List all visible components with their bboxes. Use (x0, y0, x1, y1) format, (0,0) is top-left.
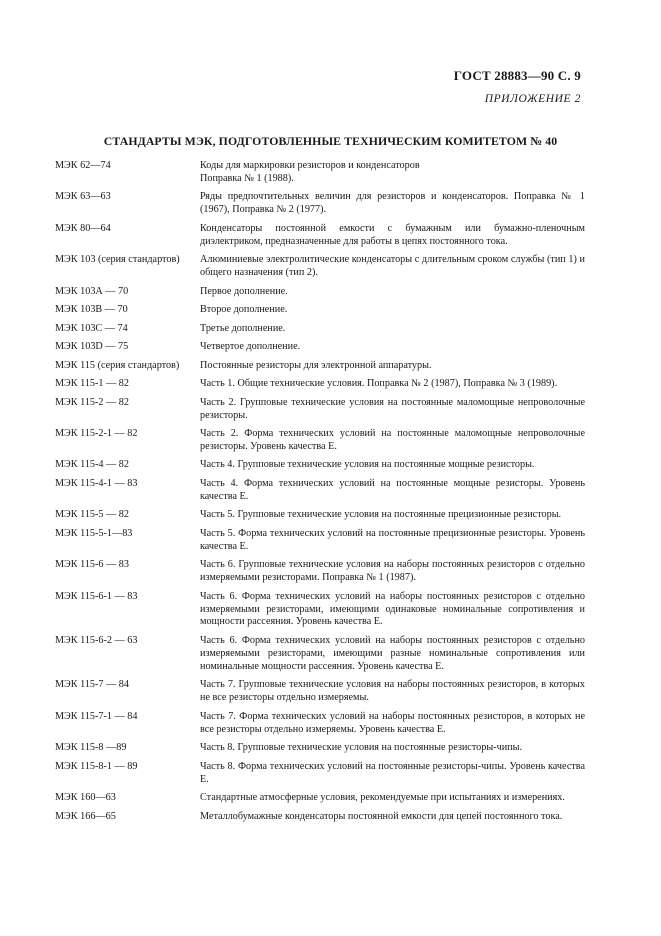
description-line: Постоянные резисторы для электронной аппаратуры. (200, 359, 432, 371)
description-line: Часть 7. Групповые технические условия на наборы постоянных резисторов, в которых не все резисторы отдельно измеряемы. (200, 679, 585, 704)
list-item (55, 635, 585, 674)
description-line: Часть 5. Форма технических условий на постоянные прецизионные резисторы. Уровень качества Е. (200, 527, 585, 552)
description-line: Часть 2. Групповые технические условия на постоянные маломощные непроволочные резисторы. (200, 396, 585, 421)
standard-code: МЭК 103А — 70 (55, 285, 129, 297)
standard-code: МЭК 80—64 (55, 222, 111, 234)
description-line: Часть 8. Групповые технические условия на постоянные резисторы-чипы. (200, 742, 522, 754)
standard-description (200, 591, 585, 630)
description-line: Конденсаторы постоянной емкости с бумажным или бумажно-пленочным диэлектриком, предназначенные для работы в цепях постоянного тока. (200, 222, 585, 247)
list-item (55, 792, 585, 805)
standard-code: МЭК 160—63 (55, 792, 116, 803)
standard-description (200, 191, 585, 217)
list-item (55, 397, 585, 423)
page-title: СТАНДАРТЫ МЭК, ПОДГОТОВЛЕННЫЕ ТЕХНИЧЕСКИМ КОМИТЕТОМ № 40 (103, 134, 558, 148)
standard-code: МЭК 103В — 70 (55, 304, 128, 316)
list-item (55, 360, 585, 373)
standard-code: МЭК 115 (серия стандартов) (55, 359, 180, 371)
standard-code: МЭК 103D — 75 (55, 341, 129, 353)
description-line: Часть 7. Форма технических условий на наборы постоянных резисторов, в которых не все резисторы отдельно измеряемы. Уровень качества Е. (200, 710, 585, 735)
standard-code: МЭК 115-6-2 — 63 (55, 634, 138, 646)
list-item (55, 223, 585, 249)
standard-code: МЭК 115-5 — 82 (55, 509, 129, 521)
list-item (55, 160, 585, 186)
list-item (55, 428, 585, 454)
standard-description (200, 679, 585, 705)
standard-description (200, 478, 585, 504)
description-line: Часть 6. Форма технических условий на наборы постоянных резисторов с отдельно измеряемыми резисторами, имеющими одинаковые номинальные сопротивления и мощности рассеяния. Уровень качества Е. (200, 590, 585, 628)
standard-description (200, 304, 585, 317)
list-item (55, 742, 585, 755)
standard-description (200, 378, 585, 391)
list-item (55, 478, 585, 504)
standard-description (200, 761, 585, 787)
standard-description (200, 559, 585, 585)
standard-description (200, 528, 585, 554)
description-line: Часть 1. Общие технические условия. Поправка № 2 (1987), Поправка № 3 (1989). (200, 378, 558, 390)
document-reference: ГОСТ 28883—90 С. 9 (453, 68, 581, 83)
standard-code: МЭК 115-8-1 — 89 (55, 760, 138, 772)
description-line: Часть 2. Форма технических условий на постоянные маломощные непроволочные резисторы. Уровень качества Е. (200, 428, 585, 452)
description-line: Часть 5. Групповые технические условия на постоянные прецизионные резисторы. (200, 509, 562, 521)
list-item (55, 761, 585, 787)
standard-code: МЭК 115-8 —89 (55, 742, 127, 754)
standard-description (200, 223, 585, 249)
description-line: Ряды предпочтительных величин для резисторов и конденсаторов. Поправка № 1 (1967), Поправка № 2 (1977). (200, 191, 585, 216)
list-item (55, 378, 585, 391)
description-line: Стандартные атмосферные условия, рекомендуемые при испытаниях и измерениях. (200, 792, 565, 803)
appendix-label: ПРИЛОЖЕНИЕ 2 (484, 93, 581, 105)
description-line: Часть 8. Форма технических условий на постоянные резисторы-чипы. Уровень качества Е. (200, 760, 585, 785)
standard-description (200, 428, 585, 454)
standard-code: МЭК 115-7 — 84 (55, 679, 129, 691)
standard-code: МЭК 63—63 (55, 191, 111, 203)
standard-code: МЭК 115-6-1 — 83 (55, 590, 138, 602)
standard-description (200, 360, 585, 373)
standard-description (200, 459, 585, 472)
standard-description (200, 160, 585, 186)
standard-description (200, 341, 585, 354)
standard-code: МЭК 103С — 74 (55, 322, 128, 334)
description-line: Алюминиевые электролитические конденсаторы с длительным сроком службы (тип 1) и общего назначения (тип 2). (200, 254, 585, 279)
list-item (55, 591, 585, 630)
standard-code: МЭК 115-5-1—83 (55, 527, 133, 539)
description-line: Часть 4. Форма технических условий на постоянные мощные резисторы. Уровень качества Е. (200, 477, 585, 502)
list-item (55, 559, 585, 585)
list-item (55, 341, 585, 354)
list-item (55, 811, 585, 824)
description-line: Металлобумажные конденсаторы постоянной емкости для цепей постоянного тока. (200, 810, 563, 822)
standard-description (200, 742, 585, 755)
standard-code: МЭК 115-6 — 83 (55, 559, 129, 571)
standard-description (200, 254, 585, 280)
list-item (55, 304, 585, 317)
description-line: Часть 6. Форма технических условий на наборы постоянных резисторов с отдельно измеряемыми резисторами, имеющими разные номинальные сопротивления или номинальные мощности рассеяния. Уровень качества Е. (200, 634, 585, 672)
list-item (55, 528, 585, 554)
standard-description (200, 397, 585, 423)
list-item (55, 711, 585, 737)
description-line: Второе дополнение. (200, 304, 288, 316)
standard-code: МЭК 62—74 (55, 160, 111, 171)
description-line: Поправка № 1 (1988). (200, 172, 294, 184)
standard-code: МЭК 166—65 (55, 810, 116, 822)
standard-code: МЭК 115-2-1 — 82 (55, 428, 138, 440)
description-line: Третье дополнение. (200, 322, 286, 334)
standard-code: МЭК 115-4-1 — 83 (55, 477, 138, 489)
list-item (55, 191, 585, 217)
standard-description (200, 323, 585, 336)
standard-description (200, 811, 585, 824)
list-item (55, 254, 585, 280)
list-item (55, 459, 585, 472)
standard-description (200, 711, 585, 737)
standard-code: МЭК 115-4 — 82 (55, 459, 129, 471)
list-item (55, 679, 585, 705)
description-line: Четвертое дополнение. (200, 341, 301, 353)
standard-code: МЭК 115-1 — 82 (55, 378, 129, 390)
standard-description (200, 286, 585, 299)
description-line: Часть 6. Групповые технические условия на наборы постоянных резисторов с отдельно измеряемыми резисторами. Поправка № 1 (1987). (200, 559, 585, 584)
standard-description (200, 635, 585, 674)
standard-code: МЭК 115-7-1 — 84 (55, 710, 138, 722)
standard-code: МЭК 103 (серия стандартов) (55, 254, 180, 266)
list-item (55, 323, 585, 336)
standard-description (200, 509, 585, 522)
list-item (55, 509, 585, 522)
standard-description (200, 792, 585, 805)
list-item (55, 286, 585, 299)
standard-code: МЭК 115-2 — 82 (55, 396, 129, 408)
description-line: Первое дополнение. (200, 285, 288, 297)
description-line: Коды для маркировки резисторов и конденсаторов (200, 160, 420, 171)
description-line: Часть 4. Групповые технические условия на постоянные мощные резисторы. (200, 459, 535, 471)
standards-list (55, 160, 585, 829)
